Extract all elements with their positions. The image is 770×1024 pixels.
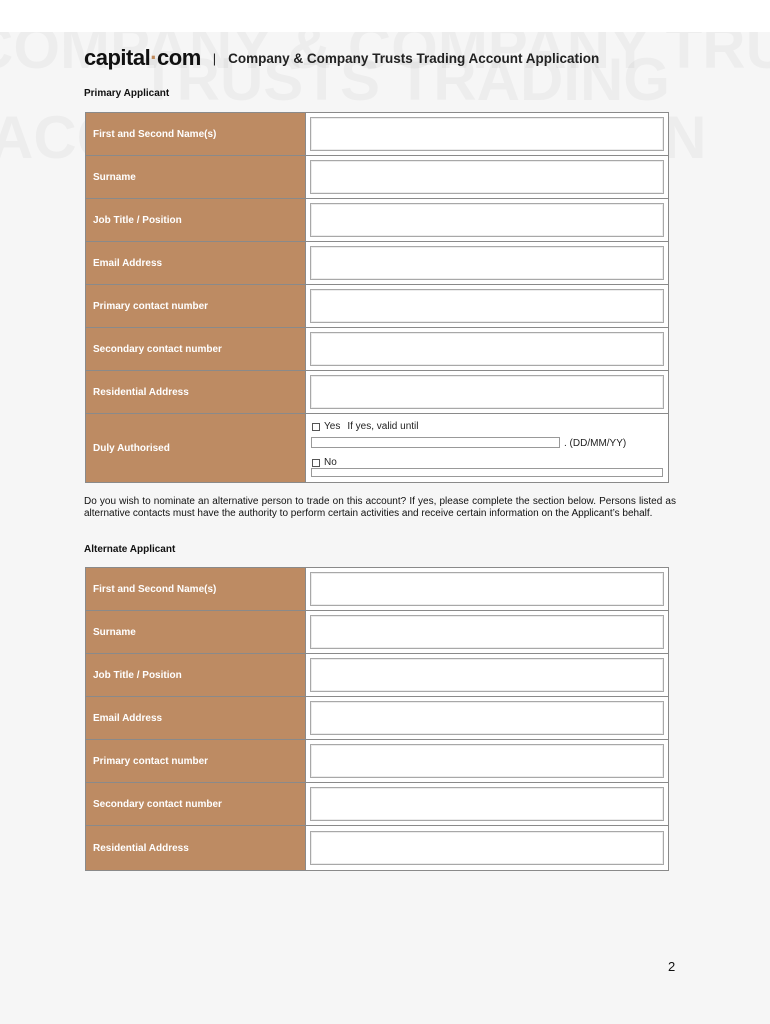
field-label: First and Second Name(s) [86,113,306,155]
primary-row-duly-authorised [86,414,668,482]
alternate-row-secondary-contact [86,783,668,826]
primary-row-first-name [86,113,668,156]
alternate-applicant-heading: Alternate Applicant [84,544,176,555]
alternate-row-residential-address [86,826,668,870]
field-label: Surname [86,156,306,198]
alternate-row-primary-contact [86,740,668,783]
nominate-alternative-text: Do you wish to nominate an alternative person to trade on this account? If yes, please complete the section below. Persons listed as alternative contacts must have the authority to perform certain activities and receive certain information on the Applicant’s behalf. [84,496,676,519]
primary-secondary-contact-input[interactable] [310,332,664,366]
field-label: Residential Address [86,371,306,413]
alternate-row-job-title [86,654,668,697]
document-header [84,46,599,70]
field-label: Primary contact number [86,740,306,782]
primary-row-surname [86,156,668,199]
primary-row-email [86,242,668,285]
yes-checkbox[interactable] [312,423,320,431]
alternate-surname-input[interactable] [310,615,664,649]
alternate-primary-contact-input[interactable] [310,744,664,778]
primary-applicant-heading: Primary Applicant [84,88,170,99]
field-label: Email Address [86,242,306,284]
field-label: Surname [86,611,306,653]
valid-until-label: If yes, valid until [347,421,419,432]
alternate-row-email [86,697,668,740]
primary-row-primary-contact [86,285,668,328]
date-format-hint: . (DD/MM/YY) [564,438,627,449]
primary-email-input[interactable] [310,246,664,280]
alternate-job-title-input[interactable] [310,658,664,692]
header-separator: | [212,50,217,66]
alternate-row-surname [86,611,668,654]
field-label: Secondary contact number [86,328,306,370]
valid-until-date-input[interactable] [311,437,560,448]
no-option [312,457,337,468]
field-label: Residential Address [86,826,306,870]
no-detail-input[interactable] [311,468,663,477]
field-label: First and Second Name(s) [86,568,306,610]
field-label: Secondary contact number [86,783,306,825]
field-label: Job Title / Position [86,654,306,696]
primary-row-secondary-contact [86,328,668,371]
no-checkbox[interactable] [312,459,320,467]
page-number: 2 [668,959,676,974]
primary-first-name-input[interactable] [310,117,664,151]
primary-row-job-title [86,199,668,242]
alternate-row-first-name [86,568,668,611]
field-label: Duly Authorised [86,414,306,482]
alternate-email-input[interactable] [310,701,664,735]
alternate-applicant-table [85,567,669,871]
primary-residential-address-input[interactable] [310,375,664,409]
alternate-first-name-input[interactable] [310,572,664,606]
capital-com-logo: capital·com [84,45,201,70]
primary-applicant-table [85,112,669,483]
field-label: Job Title / Position [86,199,306,241]
alternate-residential-address-input[interactable] [310,831,664,865]
yes-label: Yes [324,421,341,432]
primary-job-title-input[interactable] [310,203,664,237]
primary-surname-input[interactable] [310,160,664,194]
yes-option [312,421,418,432]
primary-primary-contact-input[interactable] [310,289,664,323]
document-title: Company & Company Trusts Trading Account Application [228,50,600,66]
no-label: No [324,457,337,468]
primary-row-residential-address [86,371,668,414]
alternate-secondary-contact-input[interactable] [310,787,664,821]
document-page [0,32,770,1024]
field-label: Email Address [86,697,306,739]
field-label: Primary contact number [86,285,306,327]
duly-authorised-options [306,414,668,482]
